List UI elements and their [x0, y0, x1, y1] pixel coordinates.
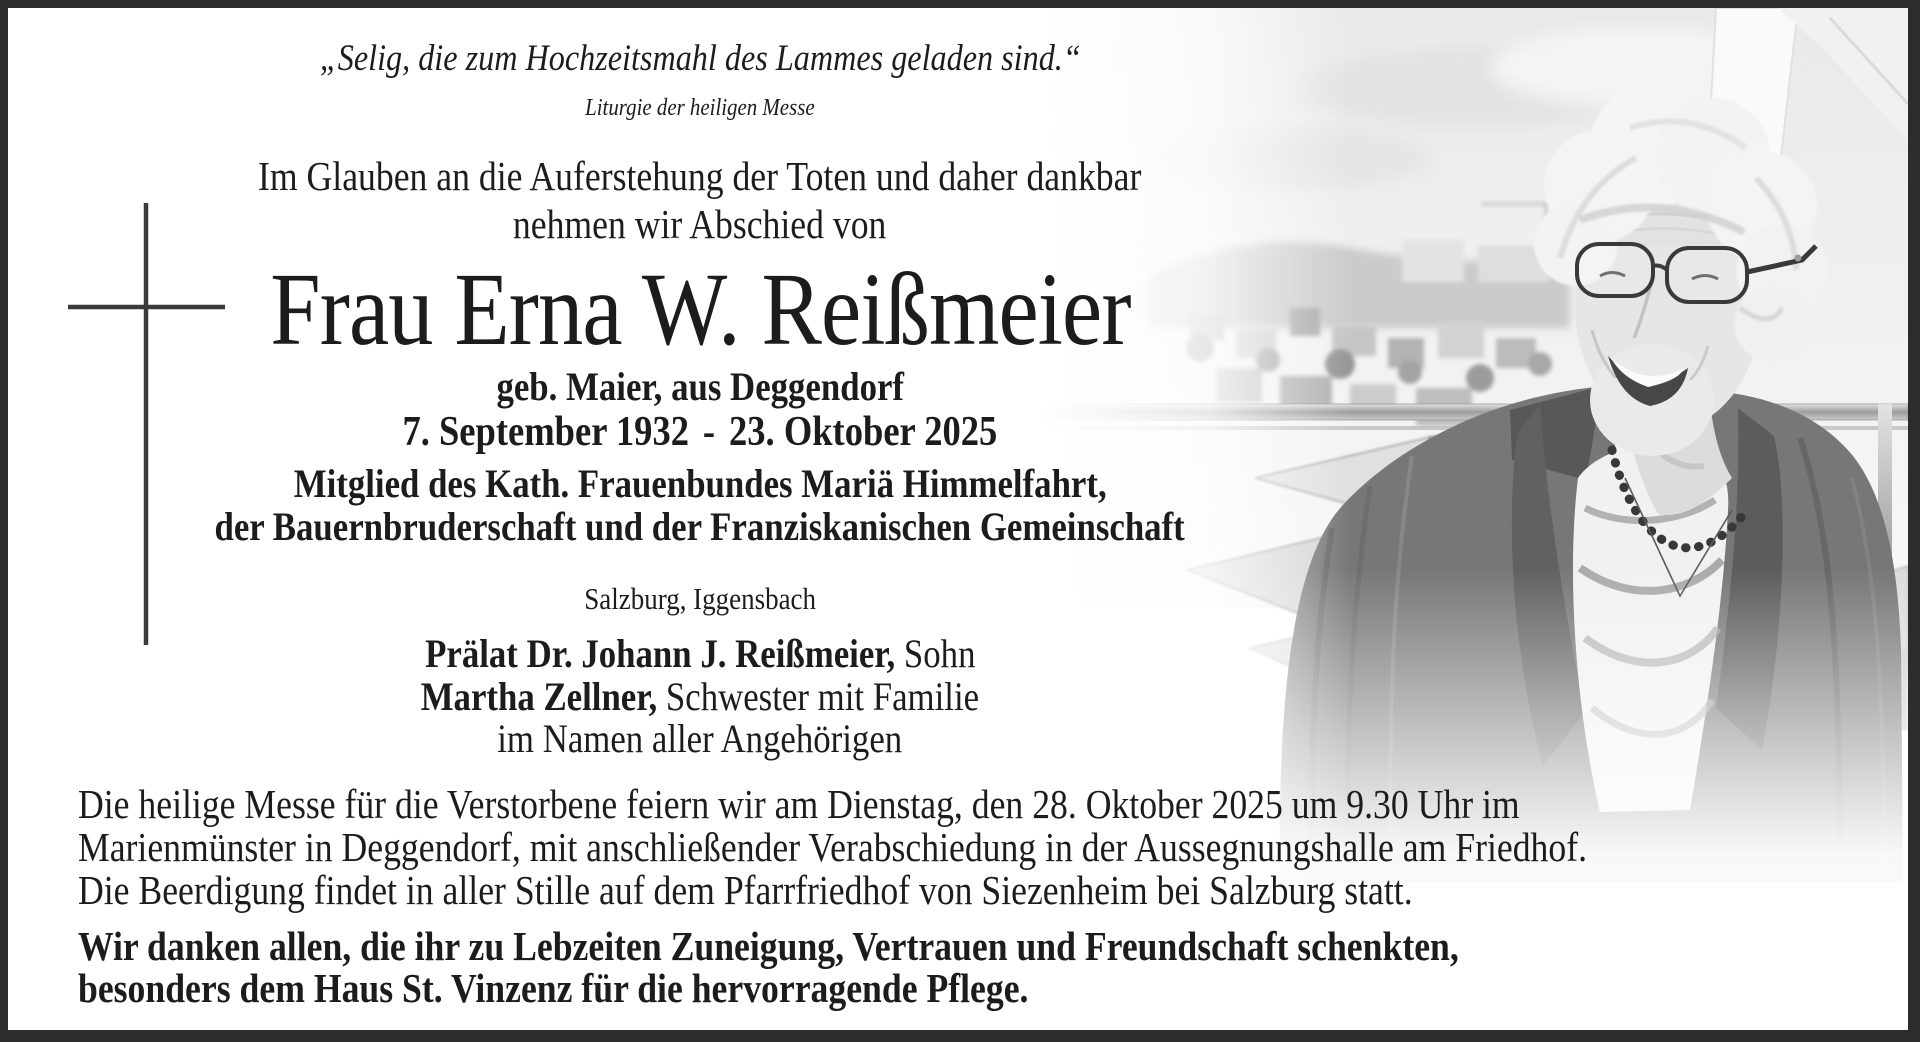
intro-line-1: Im Glauben an die Auferstehung der Toten und daher dankbar [258, 153, 1142, 199]
thanks-line-1: Wir danken allen, die ihr zu Lebzeiten Zuneigung, Vertrauen und Freundschaft schenkten, [78, 923, 1459, 969]
deceased-name: Frau Erna W. Reißmeier [269, 252, 1131, 367]
mourners-closing: im Namen aller Angehörigen [497, 716, 903, 761]
date-separator: - [703, 409, 716, 455]
origin-line: geb. Maier, aus Deggendorf [496, 364, 904, 409]
birth-date: 7. September 1932 [402, 409, 690, 455]
membership-line-1: Mitglied des Kath. Frauenbundes Mariä Himmelfahrt, [293, 461, 1107, 506]
life-dates [0, 410, 1400, 454]
thanks-line-2: besonders dem Haus St. Vinzenz für die hervorragende Pflege. [78, 965, 1029, 1011]
intro-line-2: nehmen wir Abschied von [513, 201, 887, 247]
service-line-3: Die Beerdigung findet in aller Stille auf dem Pfarrfriedhof von Siezenheim bei Salzburg statt. [78, 867, 1413, 913]
frame-border-right [1908, 0, 1920, 1042]
mourner-relation: Sohn [903, 631, 976, 676]
service-line-2: Marienmünster in Deggendorf, mit anschließender Verabschiedung in der Aussegnungshalle am Friedhof. [78, 824, 1588, 870]
places-line: Salzburg, Iggensbach [584, 581, 816, 616]
frame-border-top [0, 0, 1920, 8]
service-line-1: Die heilige Messe für die Verstorbene feiern wir am Dienstag, den 28. Oktober 2025 um 9.30 Uhr im [78, 781, 1520, 827]
opening-quote: „Selig, die zum Hochzeitsmahl des Lammes geladen sind.“ [319, 38, 1081, 79]
mourner-line-1 [0, 633, 1400, 675]
membership-line-2: der Bauernbruderschaft und der Franziskanischen Gemeinschaft [214, 504, 1186, 549]
mourner-name: Martha Zellner, [420, 674, 658, 719]
frame-border-bottom [0, 1030, 1920, 1042]
death-date: 23. Oktober 2025 [729, 409, 998, 455]
mourner-relation: Schwester mit Familie [666, 674, 980, 719]
mourner-line-2 [0, 676, 1400, 718]
quote-source: Liturgie der heiligen Messe [585, 95, 815, 121]
frame-border-left [0, 0, 8, 1042]
mourner-name: Prälat Dr. Johann J. Reißmeier, [424, 631, 895, 676]
